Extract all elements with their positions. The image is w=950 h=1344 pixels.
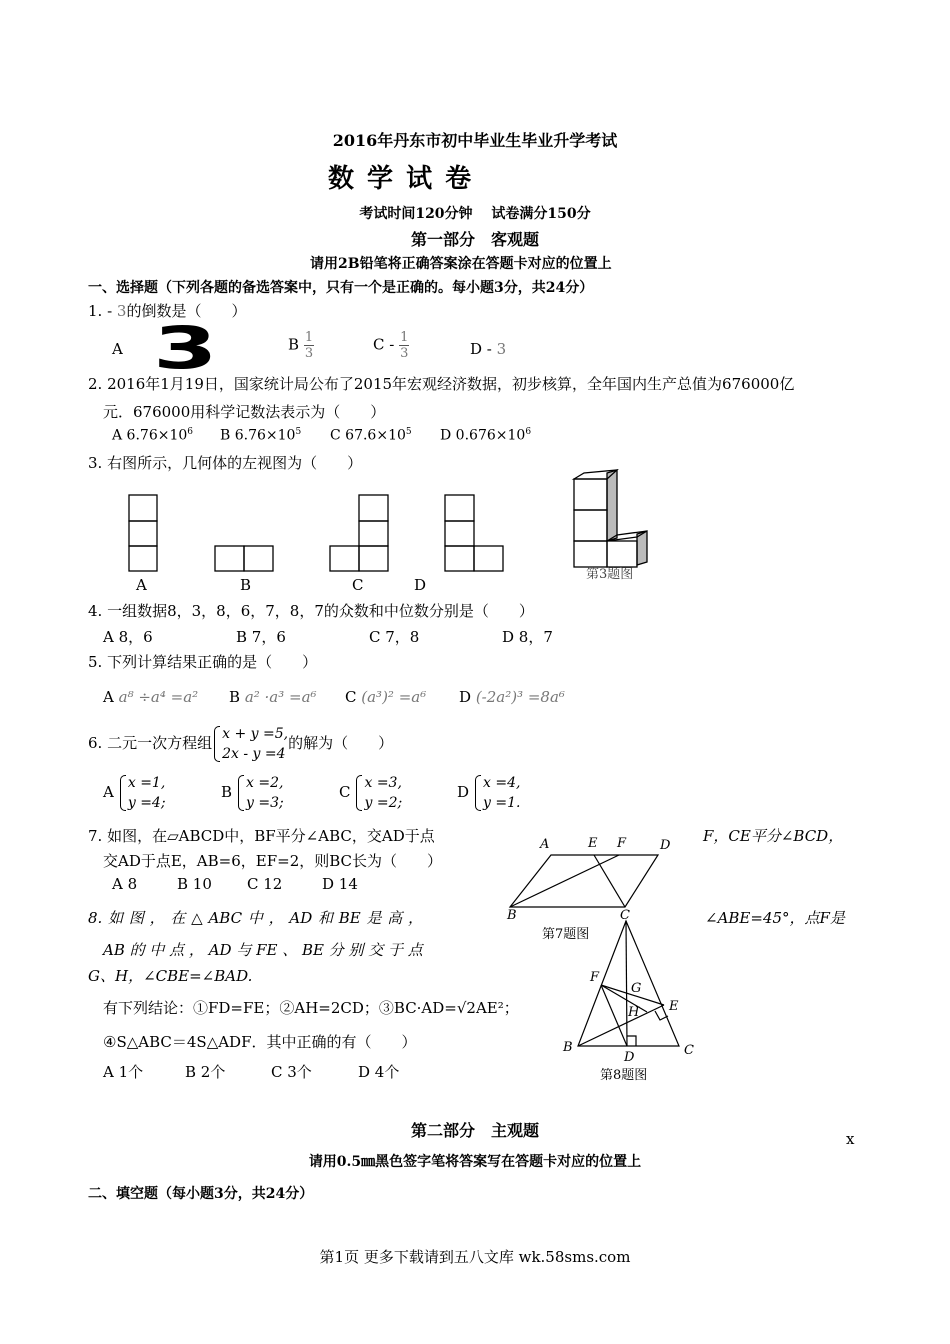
q5-option-a: A a⁸ ÷a⁴ =a² xyxy=(103,688,199,706)
q3-caption: 第3题图 xyxy=(586,567,634,582)
q2-option-c: C $67.6\times 10^5$ xyxy=(330,427,412,444)
q3-stem: 3. 右图所示，几何体的左视图为（ ） xyxy=(88,454,363,472)
q7-point-a: A xyxy=(540,837,550,852)
part2-title: 第二部分 主观题 xyxy=(410,1121,539,1140)
q7-option-c: C 12 xyxy=(247,875,283,893)
q7-stem-line1-right: F，CE平分∠BCD， xyxy=(703,827,844,845)
q7-stem-line2: 交AD于点E，AB=6，EF=2，则BC长为（ ） xyxy=(103,852,443,870)
subject-title: 数 学 试 卷 xyxy=(328,164,474,194)
q6-option-b: B x =2, y =3; xyxy=(221,775,284,811)
q8-conclusions-line2: ④S△ABC＝4S△ADF．其中正确的有（ ） xyxy=(103,1033,417,1051)
q8-option-c: C 3个 xyxy=(271,1063,312,1081)
q8-stem-line3: G、H，∠CBE=∠BAD. xyxy=(88,967,253,985)
q2-option-d: D $0.676\times 10^6$ xyxy=(440,427,532,444)
q8-conclusions-line1: 有下列结论：①FD=FE；②AH=2CD；③BC·AD=√2AE²； xyxy=(103,999,519,1017)
q1-stem: 1. - 3的倒数是（ ） xyxy=(88,302,247,320)
part1-instruction: 请用2B铅笔将正确答案涂在答题卡对应的位置上 xyxy=(310,256,612,272)
q8-option-a: A 1个 xyxy=(103,1063,144,1081)
q5-option-b: B a² ·a³ =a⁶ xyxy=(229,688,317,706)
q3-label-a: A xyxy=(136,576,147,594)
q2-stem-line2: 元．676000用科学记数法表示为（ ） xyxy=(103,403,386,421)
part2-instruction: 请用0.5㎜黑色签字笔将答案写在答题卡对应的位置上 xyxy=(308,1154,642,1170)
q7-point-b: B xyxy=(507,908,517,923)
q8-caption: 第8题图 xyxy=(600,1068,648,1083)
q2-stem-line1: 2. 2016年1月19日，国家统计局公布了2015年宏观经济数据，初步核算，全年国内生产总值为676000亿 xyxy=(88,375,795,393)
q7-point-e: E xyxy=(588,836,598,851)
q7-point-c: C xyxy=(620,908,630,923)
q4-option-b: B 7，6 xyxy=(236,628,286,646)
exam-info: 考试时间120分钟 试卷满分150分 xyxy=(359,206,591,222)
q6-option-c: C x =3, y =2; xyxy=(339,775,403,811)
q5-option-c: C (a³)² =a⁶ xyxy=(345,688,427,706)
q8-stem-line2: AB 的 中 点 ， AD 与 FE 、 BE 分 别 交 于 点 xyxy=(103,941,423,959)
q6-stem: 6. 二元一次方程组 x + y =5, 2x - y =4 的解为（ ） xyxy=(88,726,394,762)
q5-option-d: D (-2a²)³ =8a⁶ xyxy=(459,688,565,706)
q7-option-d: D 14 xyxy=(322,875,358,893)
q1-option-a-value: 3 xyxy=(153,314,218,382)
q1-option-d: D - 3 xyxy=(470,340,507,358)
q7-point-f: F xyxy=(617,836,627,851)
q4-option-a: A 8，6 xyxy=(103,628,153,646)
q8-point-f: F xyxy=(590,970,600,985)
q6-option-d: D x =4, y =1. xyxy=(457,775,521,811)
q1-option-a-label: A xyxy=(112,340,123,358)
q8-point-d: D xyxy=(624,1050,635,1065)
q8-point-b: B xyxy=(563,1040,573,1055)
q3-label-d: D xyxy=(414,576,427,594)
q5-stem: 5. 下列计算结果正确的是（ ） xyxy=(88,653,318,671)
section1-heading: 一、选择题（下列各题的备选答案中，只有一个是正确的。每小题3分，共24分） xyxy=(88,280,594,296)
page-footer: 第1页 更多下载请到五八文库 wk.58sms.com xyxy=(319,1248,631,1266)
q4-option-c: C 7，8 xyxy=(369,628,420,646)
stray-mark: x xyxy=(846,1130,855,1148)
q2-option-b: B $6.76\times 10^5$ xyxy=(220,427,302,444)
q2-option-a: A $6.76\times 10^6$ xyxy=(112,427,194,444)
q4-option-d: D 8，7 xyxy=(502,628,553,646)
q3-label-c: C xyxy=(352,576,364,594)
q8-point-c: C xyxy=(684,1043,694,1058)
q3-label-b: B xyxy=(240,576,252,594)
q7-point-d: D xyxy=(660,838,671,853)
q8-stem-line1-left: 8. 如 图 ， 在 △ ABC 中 ， AD 和 BE 是 高 ， xyxy=(88,909,424,927)
q1-option-c: C - $\frac{1}{3}$ xyxy=(373,330,409,361)
part1-title: 第一部分 客观题 xyxy=(410,230,539,249)
q8-option-b: B 2个 xyxy=(185,1063,226,1081)
q4-stem: 4. 一组数据8，3，8，6，7，8，7的众数和中位数分别是（ ） xyxy=(88,602,534,620)
q8-option-d: D 4个 xyxy=(358,1063,400,1081)
q7-option-a: A 8 xyxy=(112,875,138,893)
q8-point-h: H xyxy=(628,1005,640,1020)
section2-heading: 二、填空题（每小题3分，共24分） xyxy=(88,1186,314,1202)
q8-point-g: G xyxy=(631,981,642,996)
q7-caption: 第7题图 xyxy=(542,927,590,942)
q8-stem-line1-right: ∠ABE=45°，点F是 xyxy=(705,909,845,927)
q6-option-a: A x =1, y =4; xyxy=(103,775,166,811)
exam-title: 2016年丹东市初中毕业生毕业升学考试 xyxy=(332,131,618,150)
q8-point-e: E xyxy=(669,999,679,1014)
q7-stem-line1-left: 7. 如图，在▱ABCD中，BF平分∠ABC，交AD于点 xyxy=(88,827,435,845)
q1-option-b: B $\frac{1}{3}$ xyxy=(288,330,314,361)
q7-option-b: B 10 xyxy=(177,875,212,893)
